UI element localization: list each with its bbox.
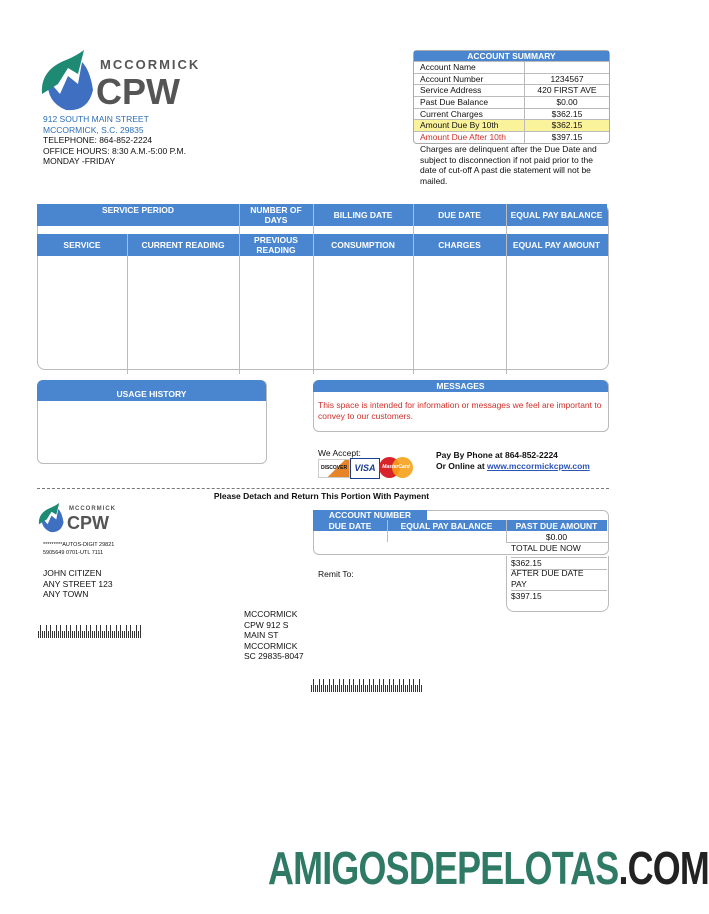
- divider: [313, 204, 314, 374]
- barcode-bar: [359, 679, 360, 692]
- delinquency-notice: Charges are delinquent after the Due Date and subject to disconnection if not paid prior to the date of cut-off A past die statement will not be mailed.: [420, 144, 597, 186]
- barcode-bar: [413, 679, 414, 692]
- barcode-bar: [383, 679, 384, 692]
- barcode-bar: [313, 679, 314, 692]
- mastercard-icon: [379, 457, 413, 478]
- total-due-value: $362.15: [511, 557, 607, 570]
- barcode-bar: [343, 679, 344, 692]
- office-hours: OFFICE HOURS: 8:30 A.M.-5:00 P.M.: [43, 145, 186, 156]
- summary-row: [414, 108, 609, 120]
- stub-codes: [43, 541, 114, 557]
- barcode-bar: [40, 625, 41, 638]
- company-logo: [38, 50, 201, 112]
- total-due-label: TOTAL DUE NOW: [511, 543, 581, 553]
- divider: [506, 204, 507, 374]
- barcode-bar: [110, 625, 111, 638]
- online-prefix: Or Online at: [436, 460, 488, 471]
- account-summary: [413, 50, 610, 144]
- value: $362.15: [551, 120, 583, 131]
- flame-logo-icon: [38, 50, 96, 112]
- barcode-bar: [375, 685, 376, 692]
- barcode-bar: [337, 685, 338, 692]
- value: $362.15: [551, 108, 583, 119]
- barcode-bar: [126, 625, 127, 638]
- customer-town: ANY TOWN: [43, 589, 89, 599]
- barcode-bar: [369, 679, 370, 692]
- barcode-bar: [64, 631, 65, 638]
- barcode-bar: [321, 685, 322, 692]
- barcode-bar: [132, 631, 133, 638]
- address-line: 912 SOUTH MAIN STREET: [43, 114, 149, 124]
- pay-online: [436, 461, 590, 472]
- label: Amount Due After 10th: [414, 132, 525, 143]
- detach-line: [37, 488, 609, 489]
- col-equal-pay-balance: EQUAL PAY BALANCE: [387, 520, 506, 531]
- detach-instruction: Please Detach and Return This Portion With Payment: [213, 491, 430, 501]
- barcode-bar: [327, 685, 328, 692]
- messages-text: This space is intended for information or messages we feel are important to convey to our customers.: [318, 400, 602, 421]
- remit-line: MCCORMICK: [244, 640, 298, 651]
- barcode-bar: [56, 625, 57, 638]
- barcode-bar: [371, 685, 372, 692]
- summary-row: [414, 84, 609, 96]
- usage-history-title: USAGE HISTORY: [37, 380, 266, 401]
- col-service-period: SERVICE PERIOD: [37, 204, 239, 216]
- barcode-bar: [377, 685, 378, 692]
- barcode-bar: [72, 631, 73, 638]
- divider: [239, 234, 240, 374]
- barcode-bar: [82, 631, 83, 638]
- col-charges: CHARGES: [413, 234, 506, 256]
- label: Past Due Balance: [414, 97, 525, 108]
- after-due-label: AFTER DUE DATE PAY: [511, 568, 584, 589]
- barcode-bar: [401, 685, 402, 692]
- col-billing-date: BILLING DATE: [313, 204, 413, 226]
- col-past-due-amount: PAST DUE AMOUNT: [506, 520, 607, 531]
- value: 1234567: [550, 73, 584, 84]
- barcode-bar: [108, 631, 109, 638]
- pay-info: [436, 450, 590, 471]
- value: $0.00: [556, 97, 578, 108]
- value: $397.15: [551, 132, 583, 143]
- barcode-bar: [417, 685, 418, 692]
- col-service: SERVICE: [37, 234, 127, 256]
- barcode-bar: [78, 631, 79, 638]
- barcode-bar: [106, 625, 107, 638]
- barcode-bar: [331, 685, 332, 692]
- barcode-bar: [351, 685, 352, 692]
- barcode-bar: [120, 625, 121, 638]
- barcode-bar: [385, 685, 386, 692]
- barcode-bar: [96, 625, 97, 638]
- barcode-bar: [76, 625, 77, 638]
- customer-street: ANY STREET 123: [43, 578, 113, 589]
- barcode-bar: [118, 631, 119, 638]
- barcode-bar: [140, 625, 141, 638]
- watermark-suffix: .COM: [618, 842, 709, 894]
- col-current-reading: CURRENT READING: [127, 234, 239, 256]
- col-equal-pay-balance: EQUAL PAY BALANCE: [506, 204, 607, 226]
- barcode-bar: [116, 625, 117, 638]
- divider: [413, 204, 414, 374]
- barcode-bar: [411, 685, 412, 692]
- summary-row-highlight: [414, 119, 609, 131]
- barcode-bar: [407, 685, 408, 692]
- barcode-bar: [325, 685, 326, 692]
- barcode-bar: [355, 685, 356, 692]
- value: [525, 62, 609, 73]
- barcode-bar: [367, 685, 368, 692]
- barcode-bar: [381, 685, 382, 692]
- barcode-bar: [405, 685, 406, 692]
- barcode-bar: [345, 685, 346, 692]
- messages-title: MESSAGES: [313, 380, 608, 392]
- logo-main-text: CPW: [96, 71, 180, 112]
- customer-address: [43, 568, 113, 600]
- barcode-bar: [415, 685, 416, 692]
- barcode-bar: [130, 625, 131, 638]
- logo-top-text: MCCORMICK: [69, 506, 116, 512]
- barcode-bar: [341, 685, 342, 692]
- barcode-bar: [86, 625, 87, 638]
- account-summary-title: ACCOUNT SUMMARY: [414, 51, 609, 61]
- company-address: [43, 114, 186, 167]
- telephone: TELEPHONE: 864-852-2224: [43, 135, 153, 145]
- barcode-bar: [90, 625, 91, 638]
- label: Account Name: [414, 62, 525, 73]
- barcode-bar: [58, 631, 59, 638]
- barcode-bar: [138, 631, 139, 638]
- barcode-bar: [84, 631, 85, 638]
- label: Current Charges: [414, 109, 525, 120]
- after-due-value: $397.15: [511, 590, 607, 602]
- barcode-bar: [100, 625, 101, 638]
- office-days: MONDAY -FRIDAY: [43, 156, 116, 166]
- mastercard-label: MasterCard: [382, 464, 410, 470]
- remit-line: MAIN ST: [244, 630, 279, 640]
- label: Account Number: [414, 74, 525, 85]
- stub-logo: [37, 503, 127, 535]
- barcode-bar: [102, 631, 103, 638]
- barcode-bar: [124, 631, 125, 638]
- barcode: [38, 620, 142, 633]
- remit-line: SC 29835-8047: [244, 651, 304, 661]
- barcode-bar: [80, 625, 81, 638]
- barcode-bar: [365, 685, 366, 692]
- label: Amount Due By 10th: [414, 120, 525, 131]
- account-number-header: ACCOUNT NUMBER: [313, 510, 427, 520]
- barcode-bar: [319, 679, 320, 692]
- barcode-bar: [357, 685, 358, 692]
- logo-top-text: MCCORMICK: [100, 57, 201, 72]
- barcode-bar: [409, 679, 410, 692]
- barcode-bar: [315, 685, 316, 692]
- address-line: MCCORMICK, S.C. 29835: [43, 124, 144, 135]
- barcode-bar: [399, 679, 400, 692]
- value: 420 FIRST AVE: [537, 85, 597, 96]
- barcode-bar: [391, 685, 392, 692]
- watermark: [268, 843, 709, 893]
- barcode-bar: [94, 631, 95, 638]
- barcode-bar: [363, 679, 364, 692]
- barcode-bar: [361, 685, 362, 692]
- barcode-bar: [393, 679, 394, 692]
- barcode-bar: [403, 679, 404, 692]
- remit-to-label: Remit To:: [318, 569, 354, 579]
- barcode-bar: [60, 625, 61, 638]
- barcode-bar: [128, 631, 129, 638]
- remit-address: [244, 609, 304, 662]
- barcode-bar: [136, 625, 137, 638]
- barcode-bar: [114, 631, 115, 638]
- divider: [387, 520, 388, 542]
- col-equal-pay-amount: EQUAL PAY AMOUNT: [506, 234, 607, 256]
- barcode-bar: [66, 625, 67, 638]
- barcode-bar: [373, 679, 374, 692]
- col-previous-reading: PREVIOUS READING: [239, 234, 313, 256]
- barcode-bar: [74, 631, 75, 638]
- website-link[interactable]: www.mccormickcpw.com: [487, 460, 590, 471]
- barcode-bar: [68, 631, 69, 638]
- col-due-date: DUE DATE: [313, 520, 387, 531]
- code-line: 5905649 0701-UTL 7111: [43, 550, 104, 556]
- barcode-bar: [329, 679, 330, 692]
- barcode-bar: [44, 631, 45, 638]
- col-number-of-days: NUMBER OF DAYS: [239, 204, 313, 226]
- summary-row: [414, 96, 609, 108]
- barcode-bar: [88, 631, 89, 638]
- remit-line: MCCORMICK: [244, 609, 298, 619]
- label: Service Address: [414, 85, 525, 96]
- barcode-bar: [38, 631, 39, 638]
- barcode-bar: [335, 685, 336, 692]
- barcode-bar: [104, 631, 105, 638]
- barcode-bar: [134, 631, 135, 638]
- barcode-bar: [92, 631, 93, 638]
- barcode-bar: [317, 685, 318, 692]
- barcode-bar: [397, 685, 398, 692]
- divider: [239, 204, 240, 234]
- barcode-bar: [379, 679, 380, 692]
- barcode-bar: [353, 679, 354, 692]
- barcode-bar: [421, 685, 422, 692]
- barcode-bar: [333, 679, 334, 692]
- remit-line: CPW 912 S: [244, 619, 289, 630]
- customer-name: JOHN CITIZEN: [43, 568, 102, 578]
- barcode-bar: [54, 631, 55, 638]
- barcode-bar: [52, 631, 53, 638]
- logo-main-text: CPW: [67, 513, 109, 533]
- divider: [127, 234, 128, 374]
- we-accept-label: We Accept:: [318, 448, 361, 458]
- barcode-bar: [339, 679, 340, 692]
- barcode-bar: [349, 679, 350, 692]
- flame-logo-icon: [37, 503, 65, 533]
- barcode-bar: [389, 679, 390, 692]
- summary-row: [414, 73, 609, 85]
- visa-card-icon: VISA: [350, 458, 380, 479]
- barcode-bar: [395, 685, 396, 692]
- barcode-bar: [48, 631, 49, 638]
- barcode-bar: [46, 625, 47, 638]
- past-due-value: $0.00: [545, 531, 568, 542]
- col-consumption: CONSUMPTION: [313, 234, 413, 256]
- service-table: [37, 204, 609, 370]
- barcode-bar: [122, 631, 123, 638]
- barcode-bar: [62, 631, 63, 638]
- watermark-main: AMIGOSDEPELOTAS: [268, 842, 619, 894]
- discover-card-icon: DISCOVER: [318, 459, 350, 478]
- barcode-bar: [50, 625, 51, 638]
- pay-by-phone: Pay By Phone at 864-852-2224: [436, 450, 558, 460]
- barcode-bar: [387, 685, 388, 692]
- barcode-bar: [311, 685, 312, 692]
- barcode-bar: [419, 679, 420, 692]
- barcode: [311, 674, 423, 687]
- barcode-bar: [112, 631, 113, 638]
- barcode-bar: [98, 631, 99, 638]
- barcode-bar: [42, 631, 43, 638]
- barcode-bar: [347, 685, 348, 692]
- summary-row: [414, 61, 609, 73]
- summary-row: [414, 131, 609, 143]
- code-line: *********AUTOS-DIGIT 29821: [43, 542, 115, 548]
- col-due-date: DUE DATE: [413, 204, 506, 226]
- barcode-bar: [70, 625, 71, 638]
- barcode-bar: [323, 679, 324, 692]
